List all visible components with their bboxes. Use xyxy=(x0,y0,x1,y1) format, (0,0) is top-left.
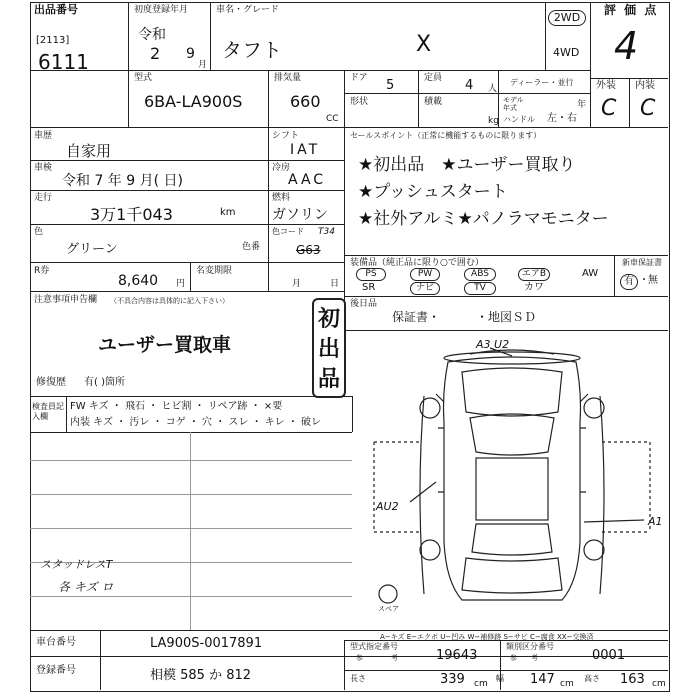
inspection-value: 令和 7 年 9 月( 日) xyxy=(62,173,183,189)
shift-label: シフト xyxy=(272,131,300,141)
tax-month-unit: 月 xyxy=(292,279,302,289)
color-label: 色 xyxy=(34,227,44,237)
color-no-label: 色番 xyxy=(242,242,261,252)
shape-label: 形状 xyxy=(350,97,369,107)
recycle-unit: 円 xyxy=(176,279,186,289)
equip-leather: カワ xyxy=(524,282,544,293)
spare-label: スペア xyxy=(378,605,399,613)
capacity-unit: 人 xyxy=(488,84,498,94)
category-no-sublabel: 参 考 xyxy=(510,654,538,662)
recycle-value: 8,640 xyxy=(118,273,159,289)
model-label: 型式 xyxy=(134,73,153,83)
color-code-label: 色コード xyxy=(272,227,304,236)
height-value: 163 xyxy=(620,672,645,687)
type-no-value: 19643 xyxy=(436,648,478,663)
width-unit: cm xyxy=(560,679,574,689)
sales-point-line: ★初出品 ★ユーザー買取り xyxy=(358,155,576,175)
equip-navi: ナビ xyxy=(410,282,440,295)
first-reg-year: 2 xyxy=(150,44,161,63)
accessories-value: 保証書・ ・地図ＳＤ xyxy=(392,310,537,324)
handle-value: 左・右 xyxy=(547,113,577,124)
chassis-value: LA900S-0017891 xyxy=(150,636,263,651)
new-car-warranty-label: 新車保証書 xyxy=(622,258,662,267)
equip-ps: PS xyxy=(356,268,386,281)
exterior-label: 外装 xyxy=(596,80,616,91)
length-unit: cm xyxy=(474,679,488,689)
equipment-label: 装備品（純正品に限り○で囲む） xyxy=(350,258,484,268)
fuel-value: ガソリン xyxy=(272,207,328,223)
drive-4wd: 4WD xyxy=(553,46,580,59)
equip-pw: PW xyxy=(410,268,440,281)
sales-point-line: ★プッシュスタート xyxy=(358,182,508,202)
color-code-new: T34 xyxy=(318,227,335,237)
notes-label: 注意事項申告欄 xyxy=(34,295,98,305)
category-no-label: 類別区分番号 xyxy=(506,642,554,651)
ac-value: AAC xyxy=(288,172,327,188)
tax-day-unit: 日 xyxy=(330,279,340,289)
first-reg-era: 令和 xyxy=(138,27,166,43)
color-code-old: G63 xyxy=(296,243,321,257)
warranty-no: 無 xyxy=(648,275,658,286)
equip-tv: TV xyxy=(464,282,496,295)
notes-sublabel: （不具合内容は具体的に記入下さい） xyxy=(110,297,229,305)
interior-grade: C xyxy=(640,96,656,121)
lot-code: [2113] xyxy=(36,35,70,46)
equip-aw: AW xyxy=(582,268,599,279)
first-listing-stamp xyxy=(312,298,346,398)
sales-point-line: ★社外アルミ★パノラマモニター xyxy=(358,209,609,229)
model-year-label: モデル年式 xyxy=(503,96,524,112)
score-label: 評 価 点 xyxy=(604,3,659,17)
damage-legend: A−キズ E−エクボ U−凹み W−補修跡 S−サビ C−腐食 XX−交換済 xyxy=(380,633,594,641)
dealer-label: ディーラー・並行 xyxy=(510,78,574,87)
sales-points-label: セールスポイント（正常に機能するものに限ります） xyxy=(350,131,542,140)
repair-value: 有( )箇所 xyxy=(84,377,125,388)
warranty-yes: 有 xyxy=(620,274,638,290)
damage-mark: A3 U2 xyxy=(476,338,510,351)
type-no-label: 型式指定番号 xyxy=(350,642,398,651)
stamp-char: 初 xyxy=(318,307,341,332)
interior-label: 内装 xyxy=(635,80,655,91)
score-value: 4 xyxy=(614,24,639,68)
history-value: 自家用 xyxy=(66,142,112,160)
capacity-value: 4 xyxy=(465,78,474,93)
inspector-label: 検査員記入欄 xyxy=(32,402,64,421)
handwritten-remark: 各 キズ ロ xyxy=(58,580,114,594)
car-name: タフト xyxy=(222,38,282,62)
displacement-label: 排気量 xyxy=(274,73,302,83)
displacement-value: 660 xyxy=(290,92,321,111)
equip-sr: SR xyxy=(362,282,376,293)
model-year-unit: 年 xyxy=(577,100,587,110)
accessories-label: 後日品 xyxy=(350,299,378,309)
exterior-grade: C xyxy=(601,96,617,121)
repair-label: 修復歴 xyxy=(36,377,66,388)
handle-label: ハンドル xyxy=(503,115,535,124)
car-grade: X xyxy=(416,32,432,57)
length-value: 339 xyxy=(440,672,465,687)
plate-label: 登録番号 xyxy=(36,665,76,676)
inspector-row-fw: FW キズ ・ 飛石 ・ ヒビ割 ・ リペア跡 ・ ×要 xyxy=(70,401,283,412)
car-label: 車名・グレード xyxy=(216,5,280,15)
width-label: 幅 xyxy=(496,674,504,683)
doors-value: 5 xyxy=(386,78,395,93)
load-unit: kg xyxy=(488,116,499,126)
plate-value: 相模 585 か 812 xyxy=(150,668,252,683)
first-reg-label: 初度登録年月 xyxy=(134,5,189,15)
color-value: グリーン xyxy=(66,242,118,257)
first-reg-month-unit: 月 xyxy=(198,60,208,70)
first-reg-month: 9 xyxy=(186,46,195,62)
stamp-char: 出 xyxy=(318,337,341,362)
damage-mark: A1 xyxy=(648,515,663,528)
inspector-row-interior: 内装 キズ ・ 汚レ ・ コゲ ・ 穴 ・ スレ ・ キレ ・ 破レ xyxy=(70,417,322,428)
type-no-sublabel: 参 考 xyxy=(356,654,398,662)
lot-number: 6111 xyxy=(38,50,89,74)
height-label: 高さ xyxy=(584,674,600,683)
notes-main: ユーザー買取車 xyxy=(98,334,232,356)
lot-label: 出品番号 xyxy=(34,3,78,16)
doors-label: ドア xyxy=(350,73,368,83)
width-value: 147 xyxy=(530,672,555,687)
recycle-label: R券 xyxy=(34,266,50,276)
fuel-label: 燃料 xyxy=(272,193,291,203)
mileage-unit: km xyxy=(220,207,236,218)
history-label: 車歴 xyxy=(34,131,53,141)
displacement-unit: CC xyxy=(326,114,339,124)
mileage-label: 走行 xyxy=(34,193,53,203)
car-condition-diagram xyxy=(352,332,668,630)
load-label: 積載 xyxy=(424,97,443,107)
warranty-separator: ・ xyxy=(639,275,649,286)
shift-value: IAT xyxy=(290,142,321,158)
tax-label: 名変期限 xyxy=(196,266,233,276)
chassis-label: 車台番号 xyxy=(36,637,76,648)
ac-label: 冷房 xyxy=(272,163,291,173)
mileage-value: 3万1千043 xyxy=(90,205,173,224)
length-label: 長さ xyxy=(350,674,366,683)
height-unit: cm xyxy=(652,679,666,689)
capacity-label: 定員 xyxy=(424,73,443,83)
stamp-char: 品 xyxy=(318,367,341,392)
damage-mark: AU2 xyxy=(376,500,399,513)
drive-2wd: 2WD xyxy=(548,10,586,26)
equip-abs: ABS xyxy=(464,268,496,281)
inspection-label: 車検 xyxy=(34,163,53,173)
equip-airbag: エアB xyxy=(518,268,550,281)
category-no-value: 0001 xyxy=(592,648,626,663)
handwritten-remark: スタッドレスT xyxy=(40,558,113,571)
model-value: 6BA-LA900S xyxy=(144,92,243,111)
